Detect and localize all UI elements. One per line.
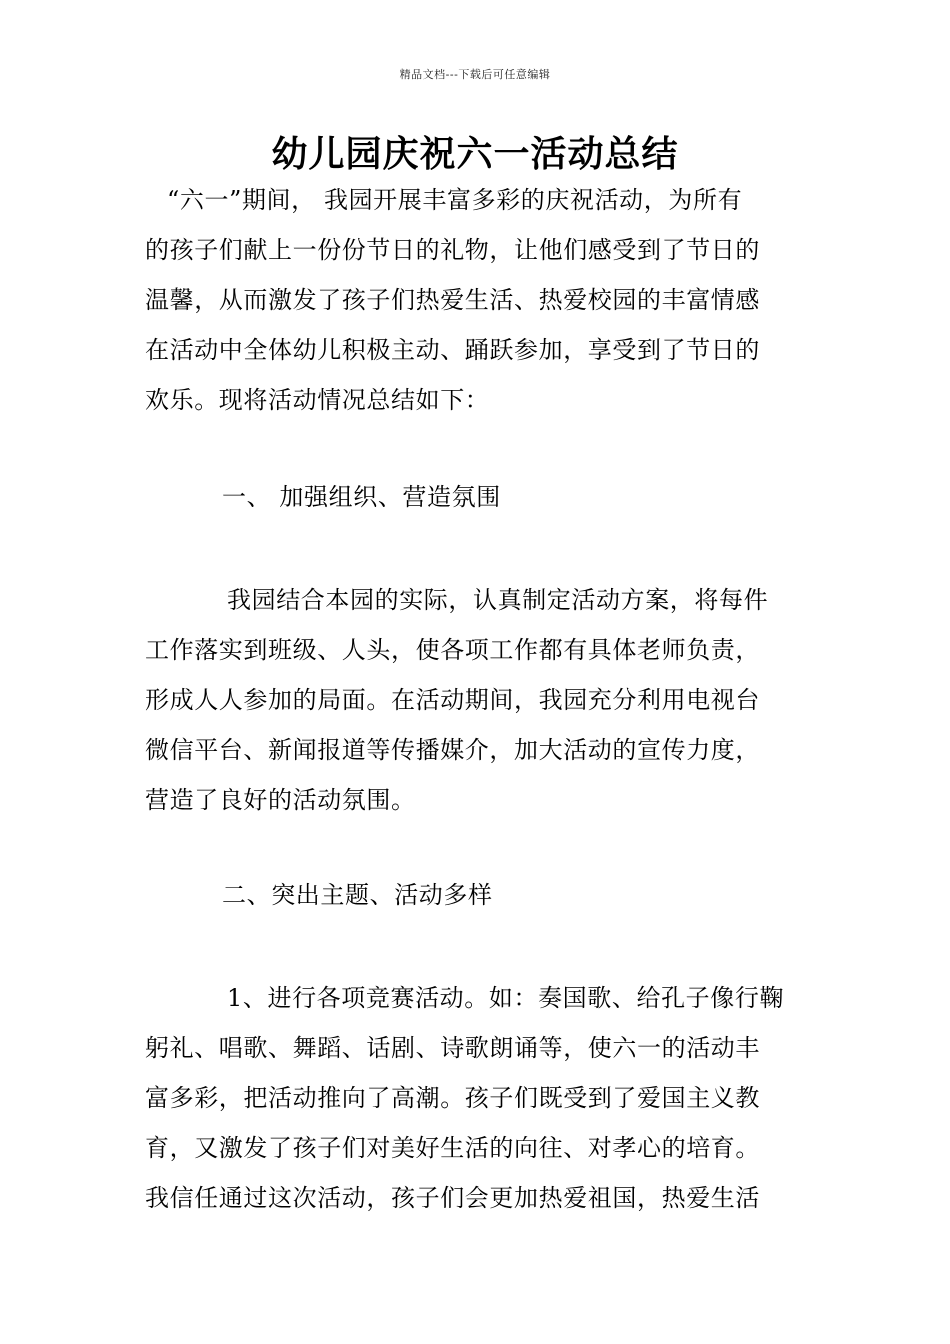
paragraph-line: 在活动中全体幼儿积极主动、踊跃参加，享受到了节日的 [145,336,760,364]
intro-paragraph [145,175,807,425]
section-heading-2 [222,870,884,920]
paragraph-line: 1、进行各项竞赛活动。如：奏国歌、给孔子像行鞠 [227,984,785,1012]
paragraph-line: 富多彩，把活动推向了高潮。孩子们既受到了爱国主义教 [145,1084,760,1112]
section-heading-1 [222,472,884,522]
paragraph-line: 育，又激发了孩子们对美好生活的向往、对孝心的培育。 [145,1134,760,1162]
document-title: 幼儿园庆祝六一活动总结 [271,134,679,175]
paragraph-line: 温馨，从而激发了孩子们热爱生活、热爱校园的丰富情感 [145,286,760,314]
paragraph-line: “六一”期间， 我园开展丰富多彩的庆祝活动，为所有 [167,186,743,214]
section-heading-text: 二、突出主题、活动多样 [222,881,493,909]
section-1-paragraph [145,575,807,825]
paragraph-line: 的孩子们献上一份份节日的礼物，让他们感受到了节日的 [145,236,760,264]
paragraph-line: 我园结合本园的实际，认真制定活动方案，将每件 [227,586,769,614]
header-note: 精品文档---下载后可任意编辑 [399,68,551,81]
paragraph-line: 工作落实到班级、人头，使各项工作都有具体老师负责， [145,636,760,664]
paragraph-line: 我信任通过这次活动，孩子们会更加热爱祖国，热爱生活 [145,1184,760,1212]
section-2-paragraph [145,973,807,1223]
paragraph-line: 欢乐。现将活动情况总结如下： [145,386,490,414]
section-heading-text: 一、 加强组织、营造氛围 [222,483,501,511]
paragraph-line: 躬礼、唱歌、舞蹈、话剧、诗歌朗诵等，使六一的活动丰 [145,1034,760,1062]
paragraph-line: 形成人人参加的局面。在活动期间，我园充分利用电视台 [145,686,760,714]
paragraph-line: 营造了良好的活动氛围。 [145,786,416,814]
paragraph-line: 微信平台、新闻报道等传播媒介，加大活动的宣传力度， [145,736,760,764]
